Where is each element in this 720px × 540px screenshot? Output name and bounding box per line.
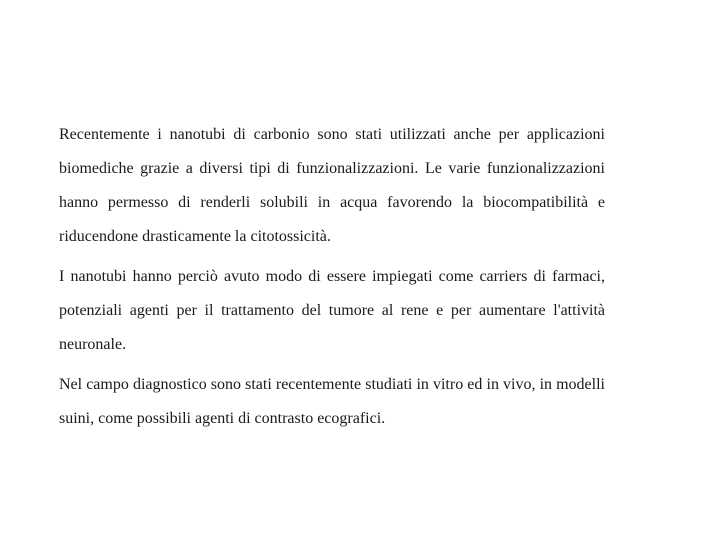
paragraph-biomedical-applications: Recentemente i nanotubi di carbonio sono stati utilizzati anche per applicazioni biomediche grazie a diversi tipi di funzionalizzazioni. Le varie funzionalizzazioni hanno permesso di renderli solubili in acqua favorendo la biocompatibilità e riducendone drasticamente la citotossicità. <box>59 126 605 245</box>
paragraph-drug-carriers: I nanotubi hanno perciò avuto modo di essere impiegati come carriers di farmaci, potenziali agenti per il trattamento del tumore al rene e per aumentare l'attività neuronale. <box>59 268 605 353</box>
body-text <box>59 118 605 436</box>
paragraph-diagnostic-use: Nel campo diagnostico sono stati recentemente studiati in vitro ed in vivo, in modelli suini, come possibili agenti di contrasto ecografici. <box>59 376 605 427</box>
